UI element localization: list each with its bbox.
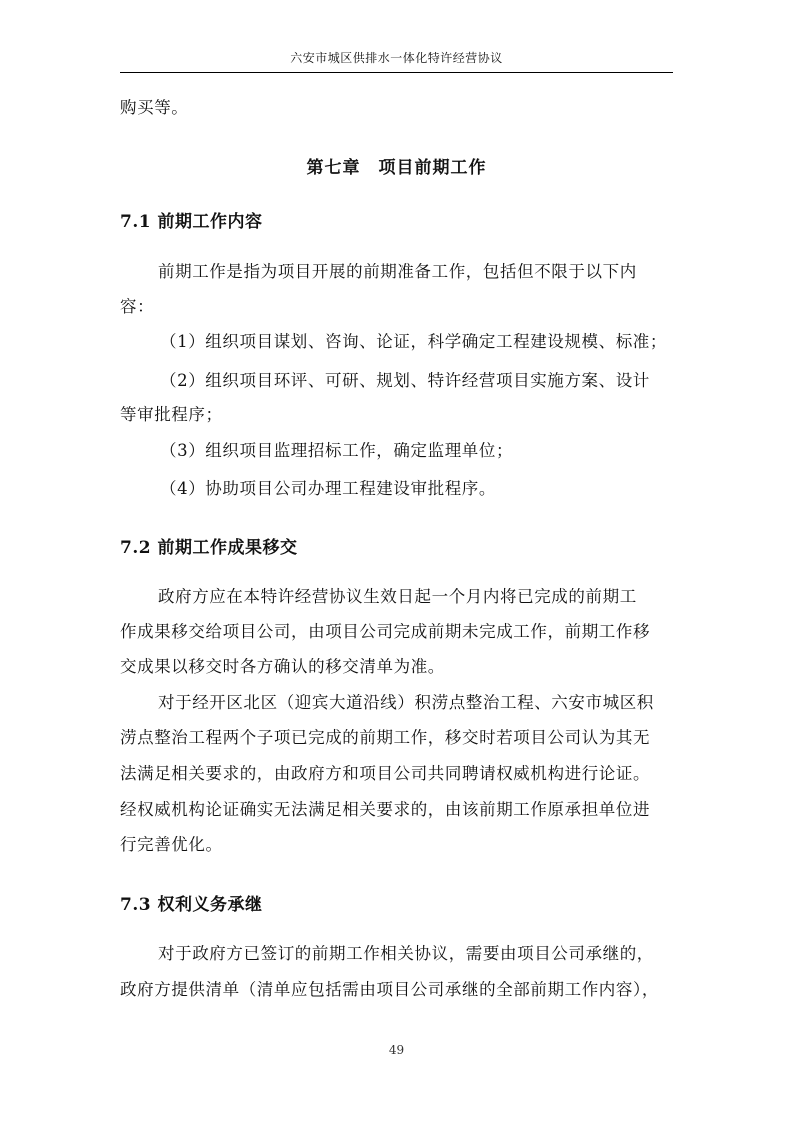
paragraph-line: 经权威机构论证确实无法满足相关要求的，由该前期工作原承担单位进 bbox=[120, 800, 651, 819]
list-item: （4）协助项目公司办理工程建设审批程序。 bbox=[160, 479, 496, 498]
paragraph-line: 法满足相关要求的，由政府方和项目公司共同聘请权威机构进行论证。 bbox=[120, 764, 651, 783]
list-item: （1）组织项目谋划、咨询、论证，科学确定工程建设规模、标准； bbox=[160, 332, 667, 351]
paragraph-line: 政府方应在本特许经营协议生效日起一个月内将已完成的前期工 bbox=[158, 587, 637, 606]
running-header: 六安市城区供排水一体化特许经营协议 bbox=[290, 51, 503, 65]
list-item: （3）组织项目监理招标工作，确定监理单位； bbox=[160, 441, 514, 460]
list-item: （2）组织项目环评、可研、规划、特许经营项目实施方案、设计 bbox=[160, 371, 650, 390]
header-rule bbox=[120, 72, 673, 73]
section-heading-7-3: 7.3 权利义务承继 bbox=[120, 895, 263, 915]
paragraph-line: 作成果移交给项目公司，由项目公司完成前期未完成工作，前期工作移 bbox=[120, 622, 651, 641]
continuation-text: 购买等。 bbox=[120, 98, 189, 117]
paragraph-line: 涝点整治工程两个子项已完成的前期工作，移交时若项目公司认为其无 bbox=[120, 728, 651, 747]
paragraph-line: 政府方提供清单（清单应包括需由项目公司承继的全部前期工作内容）， bbox=[120, 980, 659, 999]
chapter-title: 第七章 项目前期工作 bbox=[306, 158, 487, 178]
paragraph-line: 对于经开区北区（迎宾大道沿线）积涝点整治工程、六安市城区积 bbox=[158, 693, 654, 712]
paragraph-line: 交成果以移交时各方确认的移交清单为准。 bbox=[120, 657, 445, 676]
page-number: 49 bbox=[388, 1043, 405, 1057]
section-heading-7-1: 7.1 前期工作内容 bbox=[120, 212, 263, 232]
paragraph-line: 对于政府方已签订的前期工作相关协议，需要由项目公司承继的， bbox=[158, 944, 654, 963]
paragraph-line: 前期工作是指为项目开展的前期准备工作，包括但不限于以下内 bbox=[158, 262, 637, 281]
section-heading-7-2: 7.2 前期工作成果移交 bbox=[120, 538, 298, 558]
list-item-continuation: 等审批程序； bbox=[120, 405, 223, 424]
paragraph-line: 容： bbox=[120, 297, 155, 316]
paragraph-line: 行完善优化。 bbox=[120, 835, 223, 854]
